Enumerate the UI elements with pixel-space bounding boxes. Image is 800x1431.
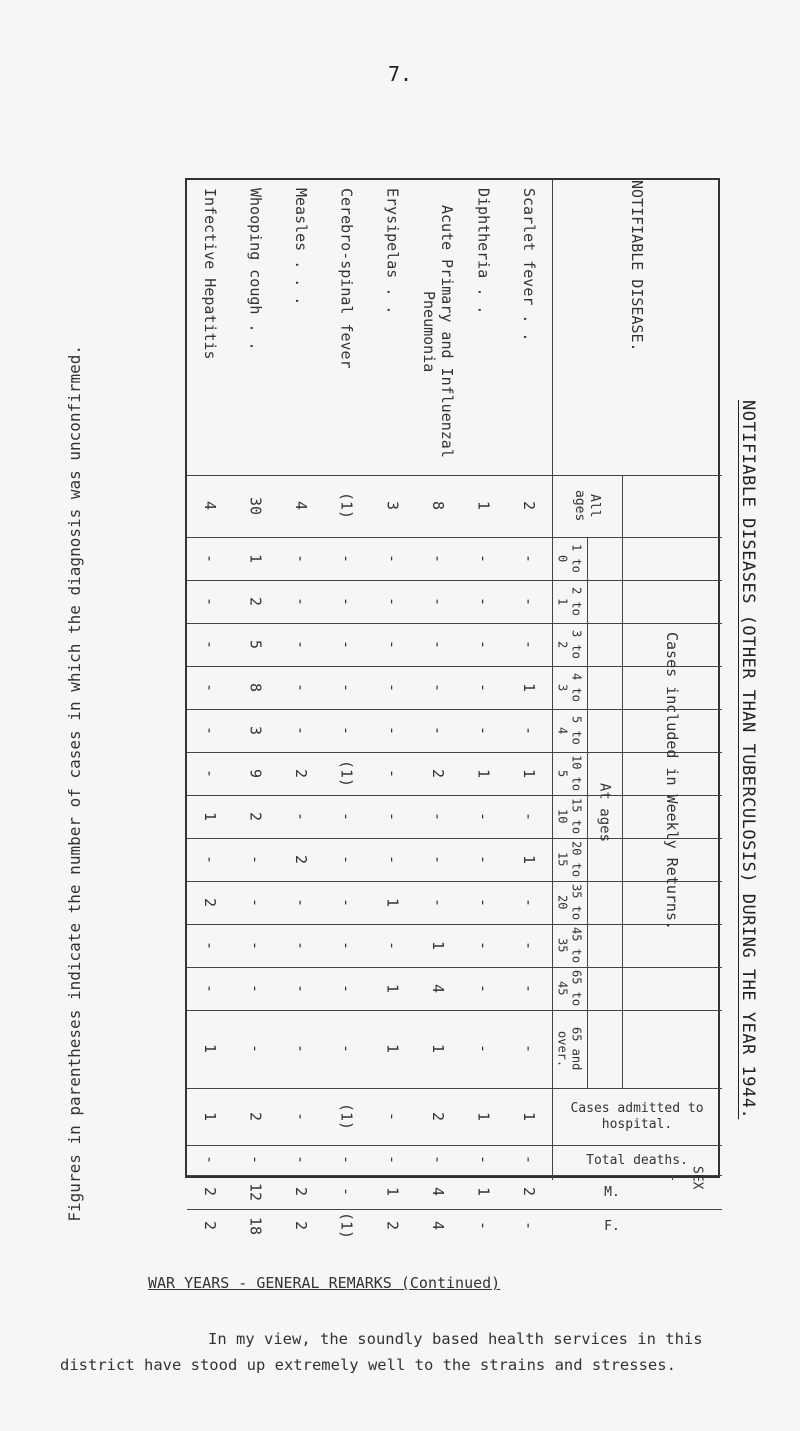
male-value: 4 [428, 1187, 447, 1197]
age-value: 1 [474, 768, 493, 779]
header-age-col: 35 to 20 [555, 884, 584, 921]
age-value: 2 [292, 768, 311, 779]
age-value: - [292, 897, 311, 908]
age-value: - [292, 1044, 311, 1054]
header-age-col: 65 and over. [555, 1027, 584, 1071]
age-value: 1 [383, 1044, 402, 1054]
age-value: - [337, 811, 356, 822]
disease-name: Scarlet fever . . [520, 188, 539, 342]
age-value: - [383, 553, 402, 564]
age-value: - [337, 940, 356, 951]
age-value: 4 [428, 983, 447, 994]
header-f: F. [604, 1218, 620, 1234]
age-value: - [474, 897, 493, 908]
age-value: - [474, 596, 493, 607]
age-value: - [428, 725, 447, 736]
male-value: 2 [292, 1187, 311, 1197]
age-value: - [428, 897, 447, 908]
header-age-col: 5 to 4 [555, 716, 584, 745]
age-value: - [383, 639, 402, 650]
disease-name: Infective Hepatitis [200, 188, 219, 360]
age-value: 3 [246, 725, 265, 736]
age-value: - [520, 725, 539, 736]
hospital-value: 1 [474, 1111, 493, 1122]
age-value: - [520, 940, 539, 951]
female-value: 2 [200, 1221, 219, 1231]
age-value: - [474, 682, 493, 693]
disease-name: Whooping cough . . [246, 188, 265, 351]
deaths-value: - [474, 1155, 493, 1165]
age-value: - [200, 682, 219, 693]
age-value: 1 [200, 811, 219, 822]
age-value: - [200, 553, 219, 564]
age-value: 1 [200, 1044, 219, 1054]
header-hospital: Cases admitted to hospital. [570, 1100, 704, 1132]
hospital-value: 2 [246, 1111, 265, 1122]
header-at-ages: At ages [596, 782, 613, 842]
war-years-heading: WAR YEARS - GENERAL REMARKS (Continued) [148, 1274, 501, 1292]
age-value: - [520, 553, 539, 564]
age-value: - [337, 639, 356, 650]
age-value: - [474, 1044, 493, 1054]
age-value: - [200, 596, 219, 607]
age-value: 1 [246, 553, 265, 564]
page-number: 7. [387, 62, 413, 86]
hospital-value: (1) [337, 1102, 356, 1131]
age-value: - [337, 596, 356, 607]
disease-name: Erysipelas . . [383, 188, 402, 315]
deaths-value: - [200, 1155, 219, 1165]
all-ages-value: 4 [292, 501, 311, 511]
age-value: - [428, 682, 447, 693]
remarks-paragraph [60, 1326, 760, 1378]
header-age-col: 2 to 1 [555, 587, 584, 616]
age-value: 2 [428, 768, 447, 779]
header-age-col: 45 to 35 [555, 927, 584, 964]
all-ages-value: 30 [246, 496, 265, 516]
header-deaths: Total deaths. [586, 1152, 688, 1168]
paragraph-line-2: district have stood up extremely well to the strains and stresses. [60, 1356, 676, 1374]
disease-name: Measles . . . [292, 188, 311, 306]
age-value: 1 [428, 1044, 447, 1054]
age-value: - [337, 983, 356, 994]
age-value: - [292, 596, 311, 607]
age-value: - [200, 983, 219, 994]
header-age-col: 65 to 45 [555, 970, 584, 1007]
female-value: 2 [292, 1221, 311, 1231]
age-value: 2 [246, 596, 265, 607]
age-value: - [337, 854, 356, 865]
age-value: - [292, 682, 311, 693]
age-value: - [383, 940, 402, 951]
male-value: - [337, 1187, 356, 1197]
header-age-col: 4 to 3 [555, 673, 584, 702]
age-value: - [383, 682, 402, 693]
age-value: - [474, 639, 493, 650]
age-value: 2 [200, 897, 219, 908]
header-age-col: 20 to 15 [555, 841, 584, 878]
age-value: - [246, 1044, 265, 1054]
age-value: - [292, 983, 311, 994]
age-value: - [383, 596, 402, 607]
age-value: - [474, 811, 493, 822]
age-value: - [200, 768, 219, 779]
age-value: - [246, 940, 265, 951]
paragraph-line-1: In my view, the soundly based health services in this [208, 1330, 703, 1348]
age-value: - [520, 639, 539, 650]
header-cases-weekly: Cases included in Weekly Returns. [663, 632, 681, 931]
deaths-value: - [383, 1155, 402, 1165]
age-value: - [383, 811, 402, 822]
deaths-value: - [428, 1155, 447, 1165]
disease-name: Cerebro-spinal fever [337, 188, 356, 369]
age-value: - [474, 725, 493, 736]
all-ages-value: 3 [383, 501, 402, 511]
age-value: - [246, 983, 265, 994]
age-value: - [246, 854, 265, 865]
age-value: - [337, 682, 356, 693]
header-disease: NOTIFIABLE DISEASE. [628, 180, 646, 352]
female-value: (1) [337, 1212, 356, 1240]
age-value: - [200, 725, 219, 736]
age-value: 1 [383, 897, 402, 908]
female-value: - [474, 1221, 493, 1231]
male-value: 1 [474, 1187, 493, 1197]
age-value: - [428, 639, 447, 650]
hospital-value: - [292, 1111, 311, 1122]
hospital-value: 1 [200, 1111, 219, 1122]
all-ages-value: 2 [520, 501, 539, 511]
age-value: - [200, 854, 219, 865]
age-value: - [383, 768, 402, 779]
age-value: 1 [520, 682, 539, 693]
female-value: 18 [246, 1216, 265, 1236]
male-value: 1 [383, 1187, 402, 1197]
age-value: - [337, 553, 356, 564]
footnote: Figures in parentheses indicate the number of cases in which the diagnosis was unconfirmed. [65, 345, 84, 1222]
age-value: - [428, 811, 447, 822]
age-value: - [520, 596, 539, 607]
age-value: 1 [428, 940, 447, 951]
age-value: - [292, 553, 311, 564]
age-value: - [428, 553, 447, 564]
age-value: 9 [246, 768, 265, 779]
age-value: - [428, 854, 447, 865]
age-value: - [474, 854, 493, 865]
age-value: 1 [383, 983, 402, 994]
hospital-value: - [383, 1111, 402, 1122]
deaths-value: - [520, 1155, 539, 1165]
age-value: - [337, 1044, 356, 1054]
age-value: - [520, 983, 539, 994]
header-m: M. [604, 1184, 620, 1200]
age-value: 1 [520, 768, 539, 779]
age-value: 1 [520, 854, 539, 865]
age-value: - [200, 940, 219, 951]
deaths-value: - [337, 1155, 356, 1165]
deaths-value: - [292, 1155, 311, 1165]
deaths-value: - [246, 1155, 265, 1165]
age-value: - [337, 897, 356, 908]
male-value: 12 [246, 1182, 265, 1202]
page-title: NOTIFIABLE DISEASES (OTHER THAN TUBERCULOSIS) DURING THE YEAR 1944. [738, 400, 758, 1120]
disease-name: Acute Primary and Influenzal Pneumonia [419, 205, 456, 458]
all-ages-value: 8 [428, 501, 447, 511]
header-all-ages: All ages [572, 490, 602, 522]
age-value: 8 [246, 682, 265, 693]
disease-name: Diphtheria . . [474, 188, 493, 315]
header-sex: SEX [689, 1165, 705, 1190]
header-age-col: 10 to 5 [555, 755, 584, 792]
age-value: - [474, 553, 493, 564]
male-value: 2 [520, 1187, 539, 1197]
age-value: 2 [292, 854, 311, 865]
age-value: - [246, 897, 265, 908]
age-value: - [520, 1044, 539, 1054]
age-value: - [292, 639, 311, 650]
all-ages-value: 1 [474, 501, 493, 511]
age-value: - [520, 811, 539, 822]
age-value: (1) [337, 759, 356, 788]
all-ages-value: 4 [200, 501, 219, 511]
age-value: - [428, 596, 447, 607]
age-value: 5 [246, 639, 265, 650]
female-value: 4 [428, 1221, 447, 1231]
header-age-col: 3 to 2 [555, 630, 584, 659]
female-value: - [520, 1221, 539, 1231]
age-value: - [383, 725, 402, 736]
age-value: - [292, 811, 311, 822]
header-age-col: 1 to 0 [555, 544, 584, 573]
age-value: - [292, 725, 311, 736]
age-value: - [200, 639, 219, 650]
age-value: 2 [246, 811, 265, 822]
age-value: - [337, 725, 356, 736]
age-value: - [474, 940, 493, 951]
header-age-col: 15 to 10 [555, 798, 584, 835]
hospital-value: 1 [520, 1111, 539, 1122]
age-value: - [383, 854, 402, 865]
female-value: 2 [383, 1221, 402, 1231]
age-value: - [520, 897, 539, 908]
male-value: 2 [200, 1187, 219, 1197]
age-value: - [474, 983, 493, 994]
age-value: - [292, 940, 311, 951]
disease-table [185, 178, 720, 1240]
hospital-value: 2 [428, 1111, 447, 1122]
all-ages-value: (1) [337, 492, 356, 520]
